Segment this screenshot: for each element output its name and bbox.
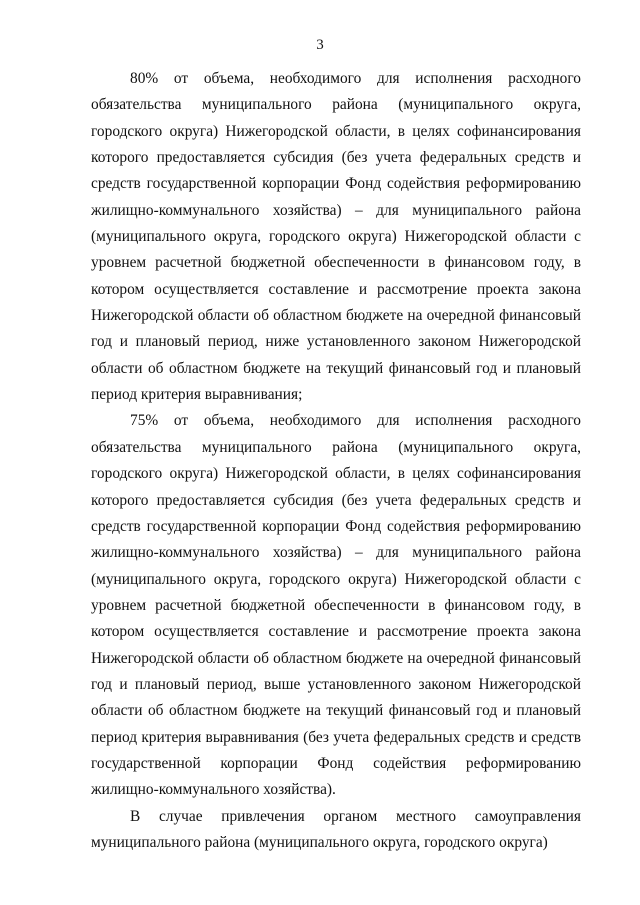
paragraph-75-percent: 75% от объема, необходимого для исполнения расходного обязательства муниципального района (муниципального округа, городского округа) Нижегородской области, в целях софинансирования которого предоставляется субсидия (без учета федеральных средств и средств государственной корпорации Фонд содействия реформированию жилищно-коммунального хозяйства) – для муниципального района (муниципального округа, городского округа) Нижегородской области с уровнем расчетной бюджетной обеспеченности в финансовом году, в котором осуществляется составление и рассмотрение проекта закона Нижегородской области об областном бюджете на очередной финансовый год и плановый период, выше установленного законом Нижегородской области об областном бюджете на текущий финансовый год и плановый период критерия выравнивания (без учета федеральных средств и средств государственной корпорации Фонд содействия реформированию жилищно-коммунального хозяйства). <box>91 412 581 799</box>
page-number: 3 <box>316 37 324 53</box>
paragraph-in-case-of-attraction: В случае привлечения органом местного самоуправления муниципального района (муниципального округа, городского округа) <box>91 807 581 851</box>
paragraph-80-percent: 80% от объема, необходимого для исполнения расходного обязательства муниципального района (муниципального округа, городского округа) Нижегородской области, в целях софинансирования которого предоставляется субсидия (без учета федеральных средств и средств государственной корпорации Фонд содействия реформированию жилищно-коммунального хозяйства) – для муниципального района (муниципального округа, городского округа) Нижегородской области с уровнем расчетной бюджетной обеспеченности в финансовом году, в котором осуществляется составление и рассмотрение проекта закона Нижегородской области об областном бюджете на очередной финансовый год и плановый период, ниже установленного законом Нижегородской области об областном бюджете на текущий финансовый год и плановый период критерия выравнивания; <box>91 70 581 404</box>
document-body <box>91 66 581 856</box>
